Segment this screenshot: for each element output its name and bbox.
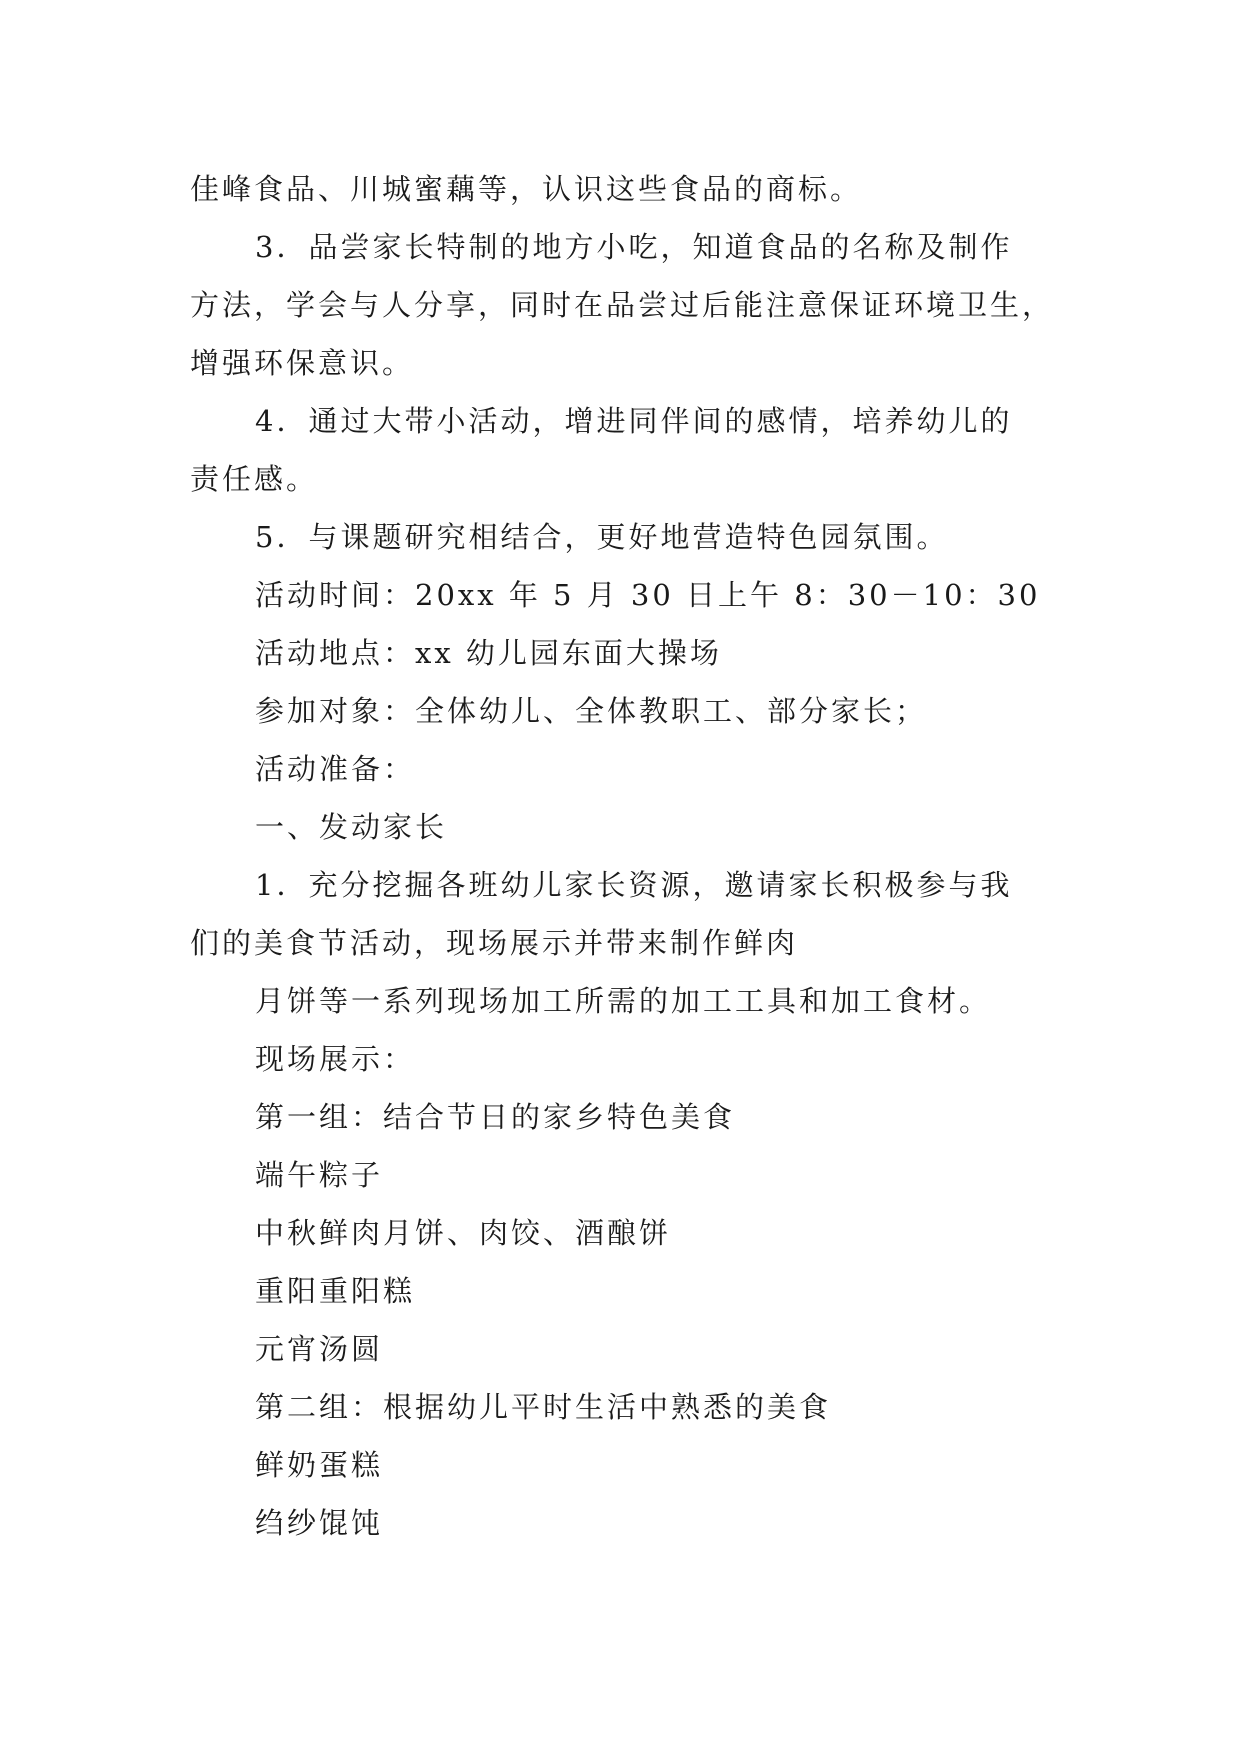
paragraph-line: 3．品尝家长特制的地方小吃，知道食品的名称及制作	[255, 230, 1013, 264]
paragraph-line: 们的美食节活动，现场展示并带来制作鲜肉	[190, 926, 799, 960]
activity-time-line: 活动时间：20xx 年 5 月 30 日上午 8：30－10：30	[255, 578, 1041, 612]
paragraph-line: 1．充分挖掘各班幼儿家长资源，邀请家长积极参与我	[255, 868, 1013, 902]
paragraph-line: 5．与课题研究相结合，更好地营造特色园氛围。	[255, 520, 949, 554]
activity-location-line: 活动地点：xx 幼儿园东面大操场	[255, 636, 722, 670]
section-heading: 一、发动家长	[255, 810, 448, 844]
group-heading: 第二组：根据幼儿平时生活中熟悉的美食	[255, 1390, 832, 1424]
list-item: 端午粽子	[255, 1158, 384, 1192]
group-heading: 第一组：结合节日的家乡特色美食	[255, 1100, 736, 1134]
paragraph-line: 责任感。	[190, 462, 319, 496]
document-body	[190, 160, 1055, 1552]
participants-line: 参加对象：全体幼儿、全体教职工、部分家长；	[255, 694, 928, 728]
list-item: 元宵汤圆	[255, 1332, 384, 1366]
section-heading: 活动准备：	[255, 752, 416, 786]
list-item: 中秋鲜肉月饼、肉饺、酒酿饼	[255, 1216, 672, 1250]
paragraph-line: 4．通过大带小活动，增进同伴间的感情，培养幼儿的	[255, 404, 1013, 438]
list-item: 鲜奶蛋糕	[255, 1448, 384, 1482]
paragraph-line: 增强环保意识。	[190, 346, 415, 380]
list-item: 绉纱馄饨	[255, 1506, 384, 1540]
paragraph-line: 月饼等一系列现场加工所需的加工工具和加工食材。	[255, 984, 992, 1018]
paragraph-line: 方法，学会与人分享，同时在品尝过后能注意保证环境卫生，	[190, 288, 1055, 322]
paragraph-line: 佳峰食品、川城蜜藕等，认识这些食品的商标。	[190, 172, 863, 206]
list-item: 重阳重阳糕	[255, 1274, 416, 1308]
section-heading: 现场展示：	[255, 1042, 416, 1076]
